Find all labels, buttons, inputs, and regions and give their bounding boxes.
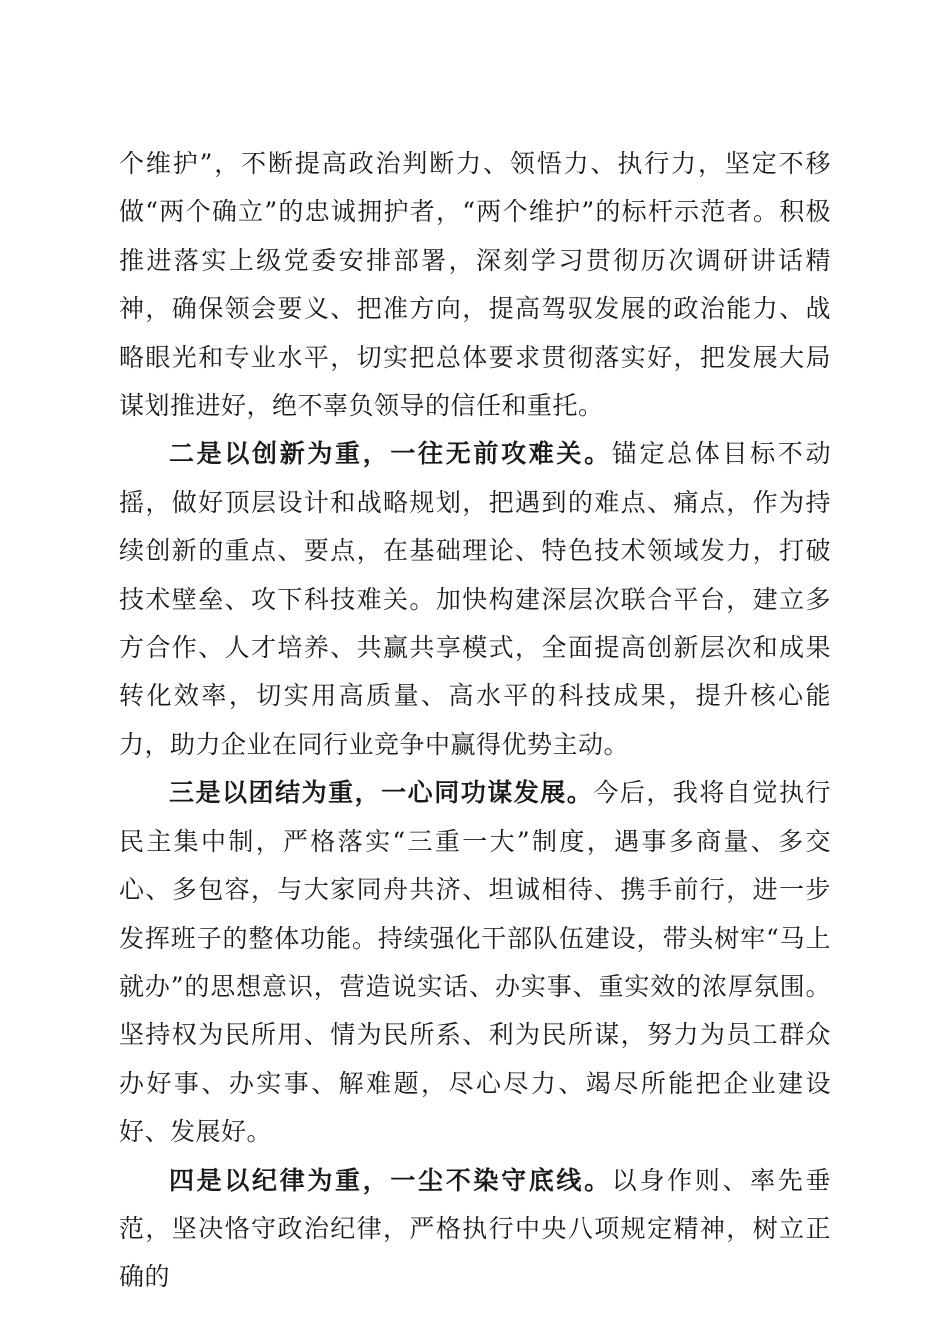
paragraph-unity <box>119 769 831 1156</box>
paragraph-text: 锚定总体目标不动摇，做好顶层设计和战略规划，把遇到的难点、痛点，作为持续创新的重点、要点，在基础理论、特色技术领域发力，打破技术壁垒、攻下科技难关。加快构建深层次联合平台，建立多方合作、人才培养、共赢共享模式，全面提高创新层次和成果转化效率，切实用高质量、高水平的科技成果，提升核心能力，助力企业在同行业竞争中赢得优势主动。 <box>119 439 831 759</box>
paragraph-lead-heading: 三是以团结为重，一心同功谋发展。 <box>169 778 594 808</box>
paragraph-text: 今后，我将自觉执行民主集中制，严格落实“三重一大”制度，遇事多商量、多交心、多包容，与大家同舟共济、坦诚相待、携手前行，进一步发挥班子的整体功能。持续强化干部队伍建设，带头树牢“马上就办”的思想意识，营造说实话、办实事、重实效的浓厚氛围。坚持权为民所用、情为民所系、利为民所谋，努力为员工群众办好事、办实事、解难题，尽心尽力、竭尽所能把企业建设好、发展好。 <box>119 778 831 1147</box>
paragraph-continuation <box>119 140 831 430</box>
paragraph-text: 个维护”，不断提高政治判断力、领悟力、执行力，坚定不移做“两个确立”的忠诚拥护者，“两个维护”的标杆示范者。积极推进落实上级党委安排部署，深刻学习贯彻历次调研讲话精神，确保领会要义、把准方向，提高驾驭发展的政治能力、战略眼光和专业水平，切实把总体要求贯彻落实好，把发展大局谋划推进好，绝不辜负领导的信任和重托。 <box>119 149 831 421</box>
paragraph-text: 以身作则、率先垂范，坚决恪守政治纪律，严格执行中央八项规定精神，树立正确的 <box>119 1165 831 1292</box>
paragraph-discipline <box>119 1157 831 1302</box>
document-body <box>119 140 831 1302</box>
paragraph-lead-heading: 四是以纪律为重，一尘不染守底线。 <box>169 1165 612 1195</box>
paragraph-innovation <box>119 430 831 769</box>
paragraph-lead-heading: 二是以创新为重，一往无前攻难关。 <box>169 439 612 469</box>
